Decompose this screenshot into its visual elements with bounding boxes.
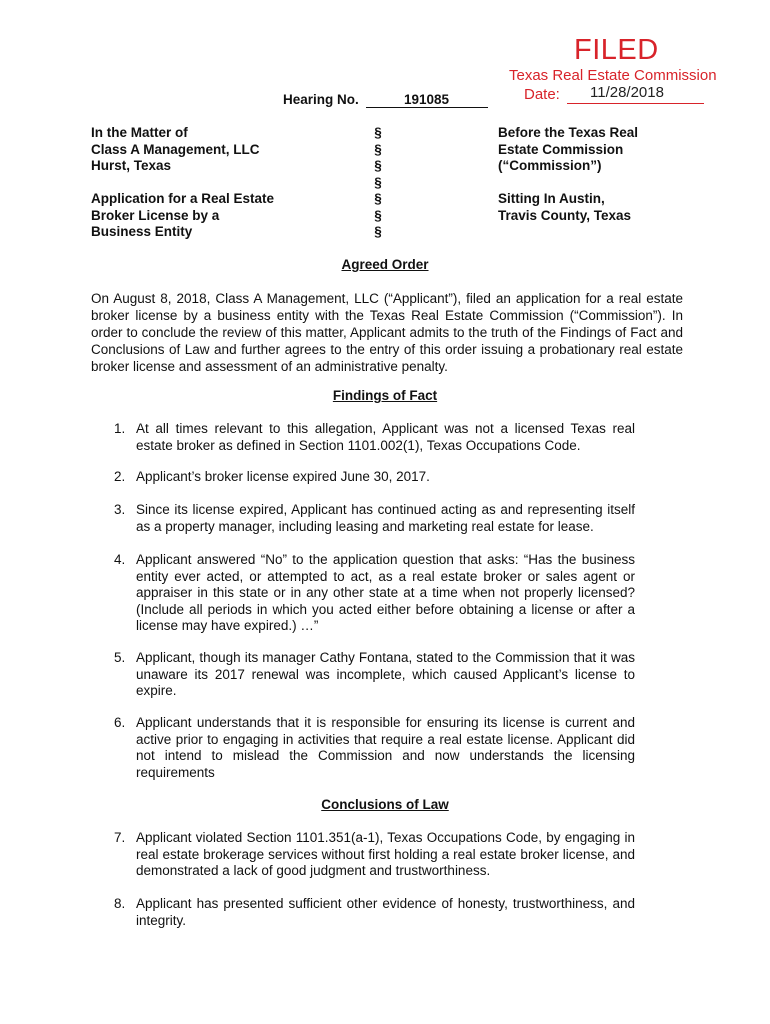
conclusion-item (114, 896, 635, 929)
item-number: 1. (114, 421, 126, 436)
finding-item (114, 469, 635, 486)
item-text: At all times relevant to this allegation, Applicant was not a licensed Texas real estate broker as defined in Section 1101.002(1), Texas Occupations Code. (136, 421, 635, 453)
caption-left-line (91, 175, 341, 192)
section-symbol: § (374, 125, 382, 140)
item-number: 8. (114, 896, 126, 911)
hearing-number-line (283, 92, 488, 108)
caption-left-line: Business Entity (91, 224, 193, 239)
item-text: Applicant, though its manager Cathy Fontana, stated to the Commission that it was unaware its 2017 renewal was incomplete, which caused Applicant’s license to expire. (136, 650, 635, 698)
caption-right-line: Travis County, Texas (498, 207, 632, 223)
filed-stamp-date-line (567, 103, 704, 104)
caption-right-line: (“Commission”) (498, 158, 602, 173)
filed-stamp-date-value: 11/28/2018 (590, 84, 664, 101)
item-text: Applicant’s broker license expired June 30, 2017. (136, 469, 430, 484)
finding-item (114, 502, 635, 535)
caption-tribunal (498, 125, 698, 224)
finding-item (114, 715, 635, 781)
section-symbol: § (374, 191, 382, 206)
caption-right-line: Before the Texas Real (498, 125, 639, 140)
order-title: Agreed Order (341, 257, 429, 272)
intro-paragraph: On August 8, 2018, Class A Management, LLC (“Applicant”), filed an application for a real estate broker license by a business entity with the Texas Real Estate Commission (“Commission”). In order to conclude the review of this matter, Applicant admits to the truth of the Findings of Fact and Conclusions of Law and further agrees to the entry of this order issuing a probationary real estate broker license and assessment of an administrative penalty. (91, 291, 683, 374)
item-text: Since its license expired, Applicant has continued acting as and representing itself as a property manager, including leasing and marketing real estate for lease. (136, 502, 635, 534)
item-text: Applicant violated Section 1101.351(a-1), Texas Occupations Code, by engaging in real estate brokerage services without first holding a real estate broker license, and demonstrated a lack of good judgment and trustworthiness. (136, 830, 635, 878)
section-symbol: § (374, 141, 382, 157)
conclusions-heading: Conclusions of Law (321, 797, 449, 812)
section-symbol: § (374, 158, 382, 173)
caption-section-symbols (368, 125, 388, 241)
hearing-number: 191085 (366, 92, 488, 108)
caption-matter (91, 125, 341, 241)
item-number: 5. (114, 650, 126, 665)
finding-item (114, 650, 635, 700)
item-number: 3. (114, 502, 126, 517)
caption-left-line: In the Matter of (91, 125, 188, 140)
section-symbol: § (374, 207, 382, 223)
caption-right-line: Sitting In Austin, (498, 191, 605, 206)
finding-item (114, 552, 635, 635)
caption-left-line: Application for a Real Estate (91, 191, 275, 206)
caption-right-line: Estate Commission (498, 141, 624, 157)
filed-stamp-status: FILED (574, 34, 659, 66)
section-symbol: § (374, 224, 382, 239)
item-text: Applicant understands that it is responsible for ensuring its license is current and active prior to engaging in activities that require a real estate license. Applicant did not intend to mislead the Commission and now understands the licensing requirements (136, 715, 635, 780)
caption-left-line: Broker License by a (91, 207, 220, 223)
item-text: Applicant answered “No” to the application question that asks: “Has the business entity ever acted, or attempted to act, as a real estate broker or sales agent or appraiser in this state or in any other state at a time when not properly licensed? (Include all periods in which you acted either before obtaining a license or after a license may have expired.) …” (136, 552, 635, 633)
findings-heading: Findings of Fact (332, 388, 438, 403)
item-number: 6. (114, 715, 126, 730)
item-number: 2. (114, 469, 126, 484)
section-symbol: § (374, 174, 382, 190)
finding-item (114, 421, 635, 454)
conclusion-item (114, 830, 635, 880)
filed-stamp-agency: Texas Real Estate Commission (509, 67, 717, 84)
caption-left-line: Class A Management, LLC (91, 141, 260, 157)
filed-stamp-date-label: Date: (524, 86, 560, 103)
caption-left-line: Hurst, Texas (91, 158, 172, 173)
hearing-label: Hearing No. (283, 92, 359, 107)
caption-right-line (498, 175, 698, 192)
item-number: 7. (114, 830, 126, 845)
item-text: Applicant has presented sufficient other evidence of honesty, trustworthiness, and integrity. (136, 896, 635, 928)
item-number: 4. (114, 552, 126, 567)
